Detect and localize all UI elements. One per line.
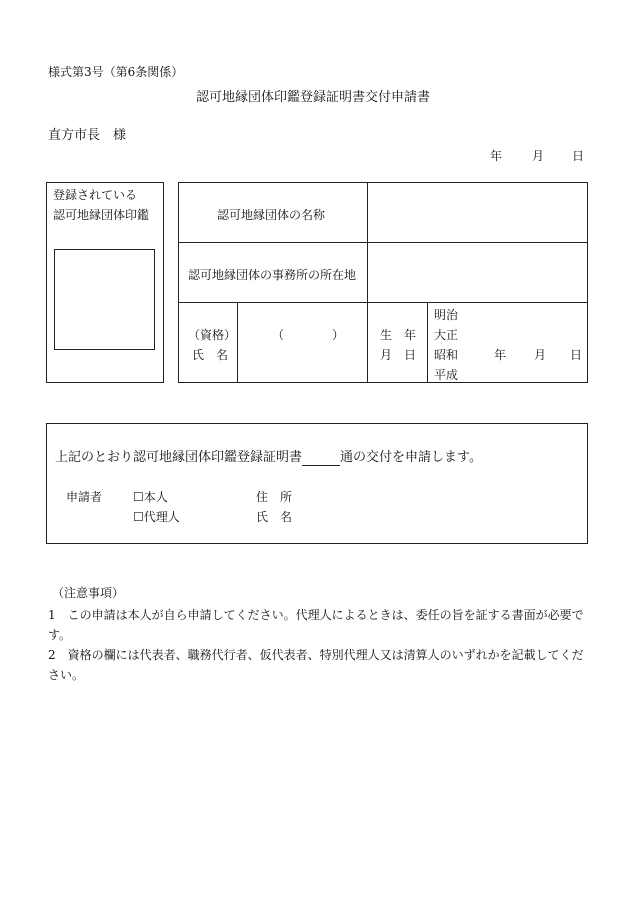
era-meiji: 明治	[434, 308, 459, 322]
applicant-address-label: 住 所	[256, 490, 293, 504]
registered-seal-label-2: 認可地縁団体印鑑	[53, 208, 150, 222]
addressee: 直方市長 様	[48, 128, 127, 143]
application-box	[46, 423, 588, 544]
era-taisho: 大正	[434, 328, 459, 342]
copies-blank	[302, 450, 340, 466]
era-heisei: 平成	[434, 368, 459, 382]
note-item-1: 1 この申請は本人が自ら申請してください。代理人によるときは、委任の旨を証する書面が必要です。	[48, 608, 584, 642]
org-name-label: 認可地縁団体の名称	[217, 208, 326, 222]
table-rule	[178, 302, 588, 303]
option-agent: ☐代理人	[133, 510, 180, 524]
qualification-paren: （ ）	[272, 328, 345, 342]
table-rule	[178, 242, 588, 243]
table-rule	[237, 302, 238, 383]
applicant-name-label: 氏 名	[256, 510, 293, 524]
table-rule	[367, 182, 368, 383]
registered-seal-label-1: 登録されている	[53, 188, 138, 202]
date-day-label: 日	[572, 149, 585, 163]
qualification-label: （資格）	[188, 328, 237, 342]
statement-before: 上記のとおり認可地縁団体印鑑登録証明書	[55, 450, 303, 465]
statement-after: 通の交付を申請します。	[340, 450, 482, 465]
note-item-2: 2 資格の欄には代表者、職務代行者、仮代表者、特別代理人又は清算人のいずれかを記載してください。	[48, 648, 584, 682]
application-statement	[55, 446, 482, 466]
era-showa: 昭和	[434, 348, 459, 362]
form-number: 様式第3号（第6条関係）	[48, 65, 184, 79]
birth-month-label: 月	[534, 348, 547, 362]
birth-label-1: 生 年	[380, 328, 417, 342]
office-address-label: 認可地縁団体の事務所の所在地	[188, 268, 357, 282]
birth-year-label: 年	[494, 348, 507, 362]
applicant-label: 申請者	[66, 490, 103, 504]
seal-impression-area	[54, 249, 155, 350]
notes-heading: （注意事項）	[52, 586, 125, 600]
birth-day-label: 日	[570, 348, 583, 362]
form-title: 認可地縁団体印鑑登録証明書交付申請書	[196, 90, 431, 105]
name-label: 氏 名	[192, 348, 229, 362]
date-year-label: 年	[490, 149, 503, 163]
option-self: ☐本人	[133, 490, 168, 504]
table-rule	[427, 302, 428, 383]
date-month-label: 月	[532, 149, 545, 163]
birth-label-2: 月 日	[380, 348, 417, 362]
